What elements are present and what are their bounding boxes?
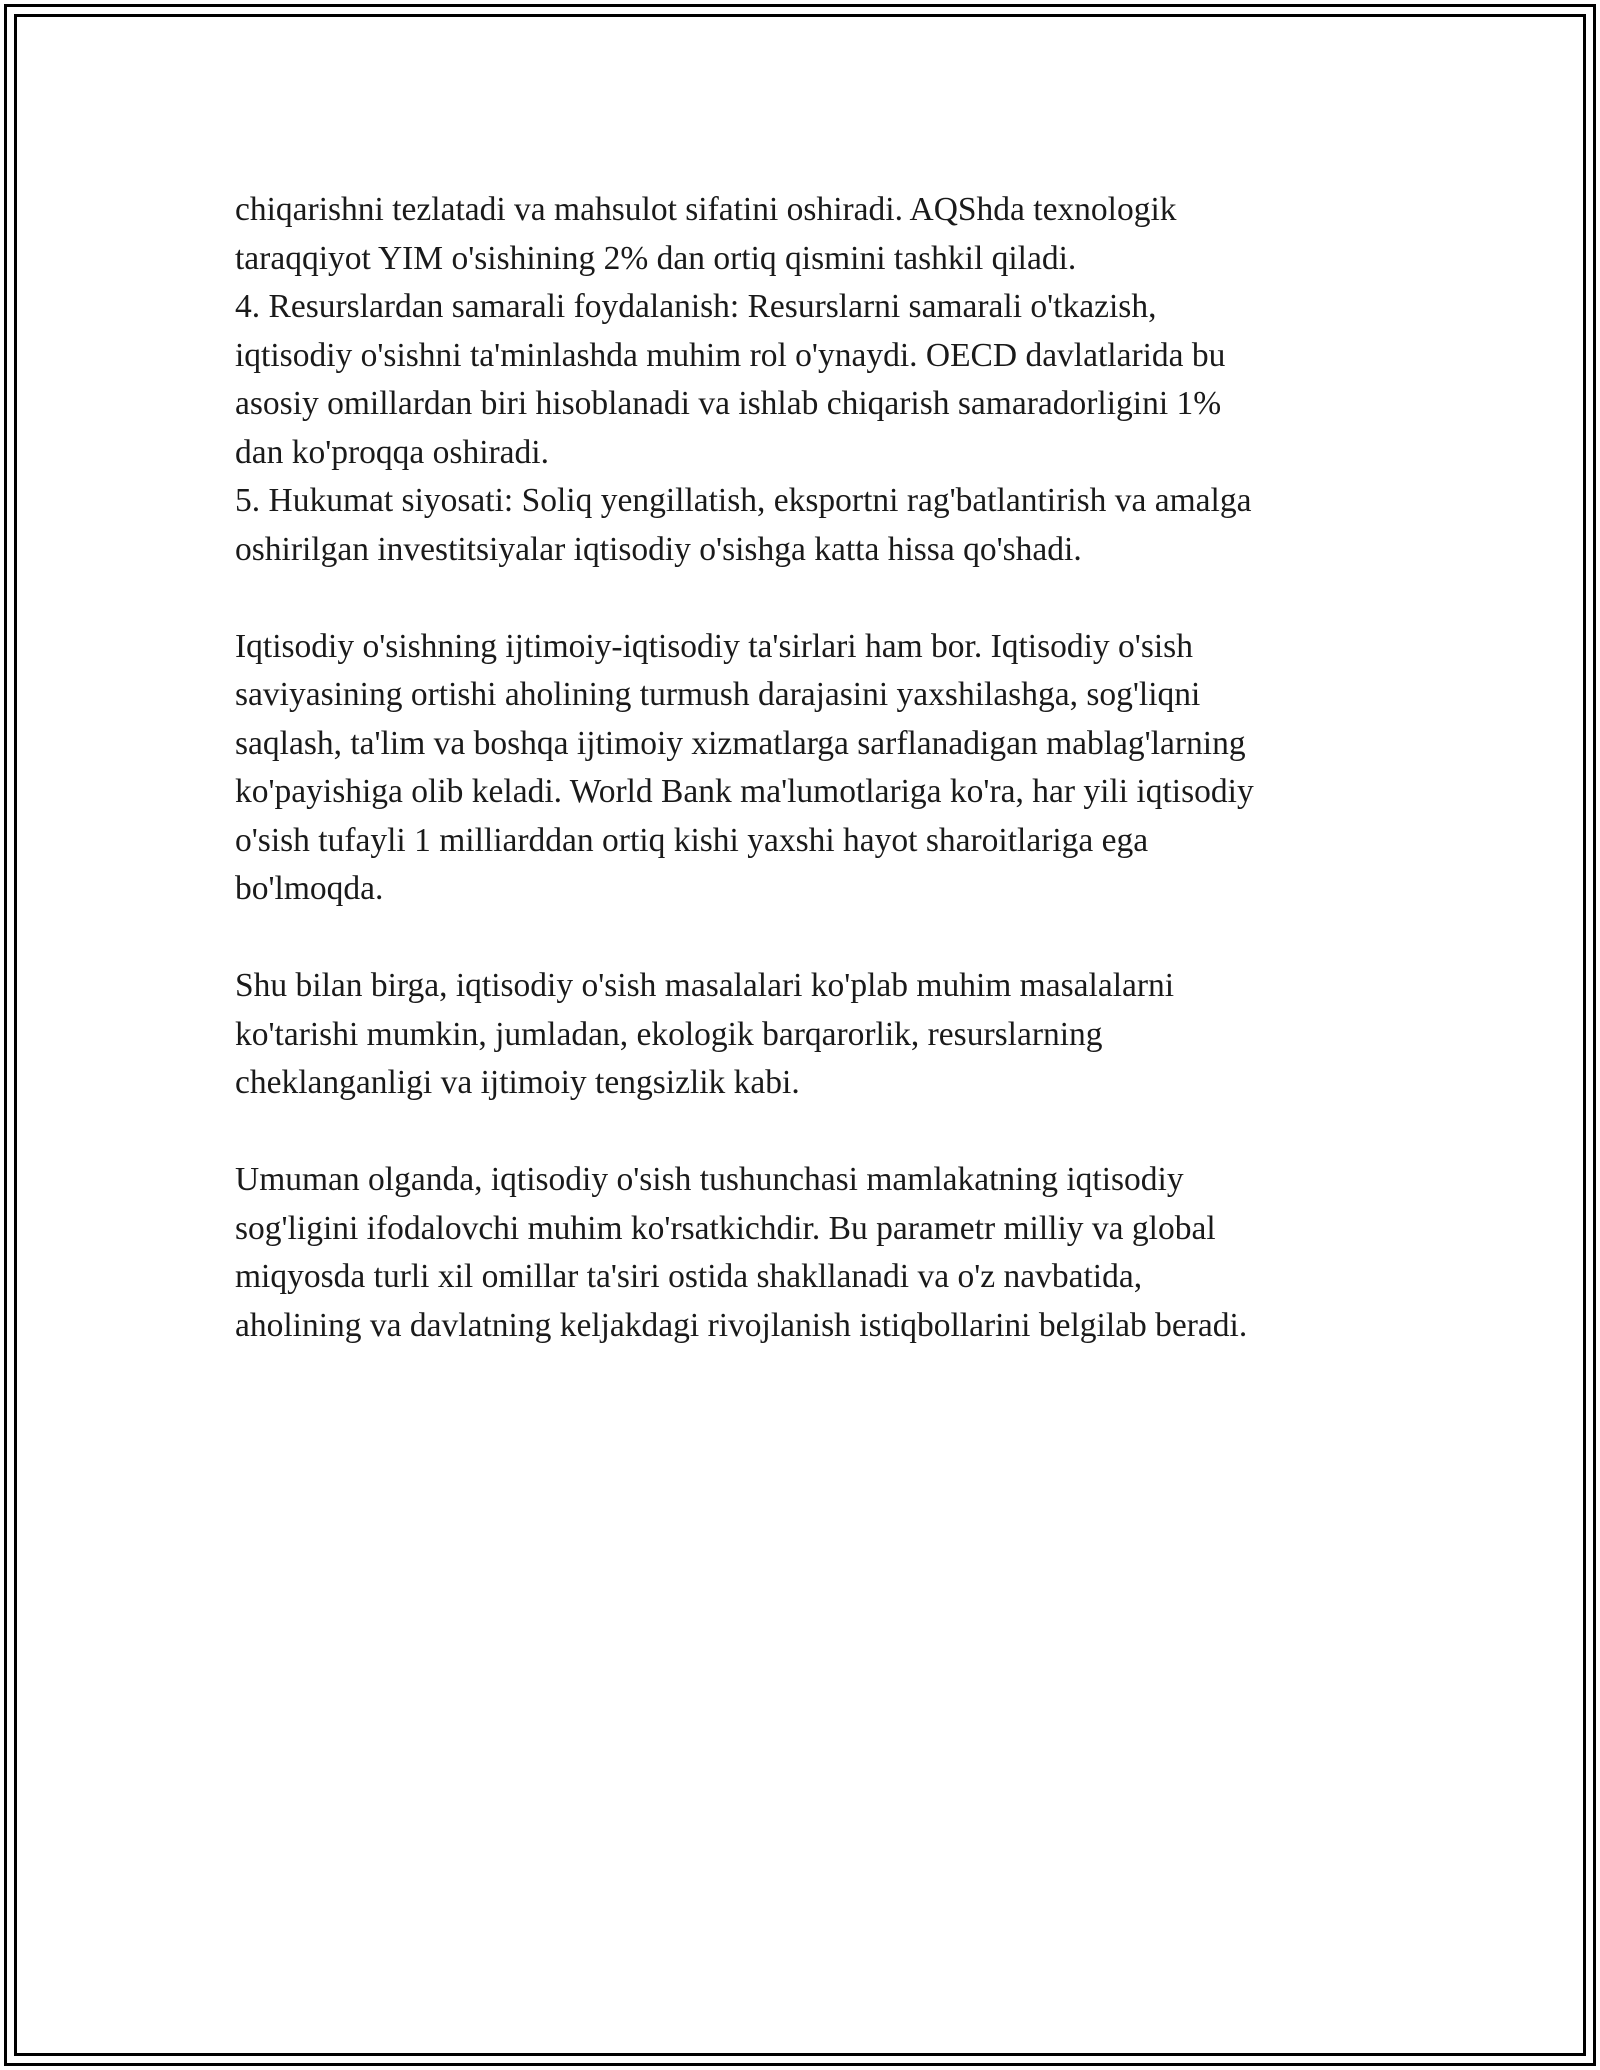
text-line: sog'ligini ifodalovchi muhim ko'rsatkichdir. Bu parametr milliy va global — [235, 1209, 1216, 1247]
list-item-4 — [235, 283, 1375, 477]
document-body — [235, 186, 1375, 1350]
text-line: saqlash, ta'lim va boshqa ijtimoiy xizmatlarga sarflanadigan mablag'larning — [235, 724, 1246, 762]
text-line: Shu bilan birga, iqtisodiy o'sish masalalari ko'plab muhim masalalarni — [235, 967, 1175, 1004]
text-line: taraqqiyot YIM o'sishining 2% dan ortiq qismini tashkil qiladi. — [235, 239, 1077, 277]
list-item-5 — [235, 477, 1375, 574]
text-line: iqtisodiy o'sishni ta'minlashda muhim rol o'ynaydi. OECD davlatlarida bu — [235, 336, 1226, 374]
text-line: cheklanganligi va ijtimoiy tengsizlik kabi. — [235, 1064, 800, 1101]
paragraph-spacer — [235, 1108, 1375, 1157]
text-line: saviyasining ortishi aholining turmush darajasini yaxshilashga, sog'liqni — [235, 676, 1201, 713]
text-line: chiqarishni tezlatadi va mahsulot sifatini oshiradi. AQShda texnologik — [235, 191, 1177, 228]
text-line: Iqtisodiy o'sishning ijtimoiy-iqtisodiy ta'sirlari ham bor. Iqtisodiy o'sish — [235, 627, 1193, 665]
paragraph-challenges — [235, 962, 1375, 1108]
text-line: miqyosda turli xil omillar ta'siri ostida shakllanadi va o'z navbatida, — [235, 1258, 1143, 1295]
paragraph-spacer — [235, 574, 1375, 623]
text-line: 4. Resurslardan samarali foydalanish: Resurslarni samarali o'tkazish, — [235, 288, 1157, 325]
paragraph-spacer — [235, 914, 1375, 963]
text-line: bo'lmoqda. — [235, 870, 384, 907]
paragraph-conclusion — [235, 1156, 1375, 1350]
paragraph-social-effects — [235, 623, 1375, 914]
text-line: aholining va davlatning keljakdagi rivojlanish istiqbollarini belgilab beradi. — [235, 1306, 1248, 1344]
text-line: dan ko'proqqa oshiradi. — [235, 433, 549, 471]
text-line: asosiy omillardan biri hisoblanadi va ishlab chiqarish samaradorligini 1% — [235, 385, 1222, 422]
text-line: o'sish tufayli 1 milliarddan ortiq kishi yaxshi hayot sharoitlariga ega — [235, 821, 1149, 859]
text-line: ko'tarishi mumkin, jumladan, ekologik barqarorlik, resurslarning — [235, 1015, 1103, 1053]
paragraph-continuation — [235, 186, 1375, 283]
text-line: 5. Hukumat siyosati: Soliq yengillatish, eksportni rag'batlantirish va amalga — [235, 482, 1252, 519]
text-line: Umuman olganda, iqtisodiy o'sish tushunchasi mamlakatning iqtisodiy — [235, 1161, 1184, 1198]
text-line: oshirilgan investitsiyalar iqtisodiy o'sishga katta hissa qo'shadi. — [235, 530, 1082, 568]
text-line: ko'payishiga olib keladi. World Bank ma'lumotlariga ko'ra, har yili iqtisodiy — [235, 773, 1254, 810]
